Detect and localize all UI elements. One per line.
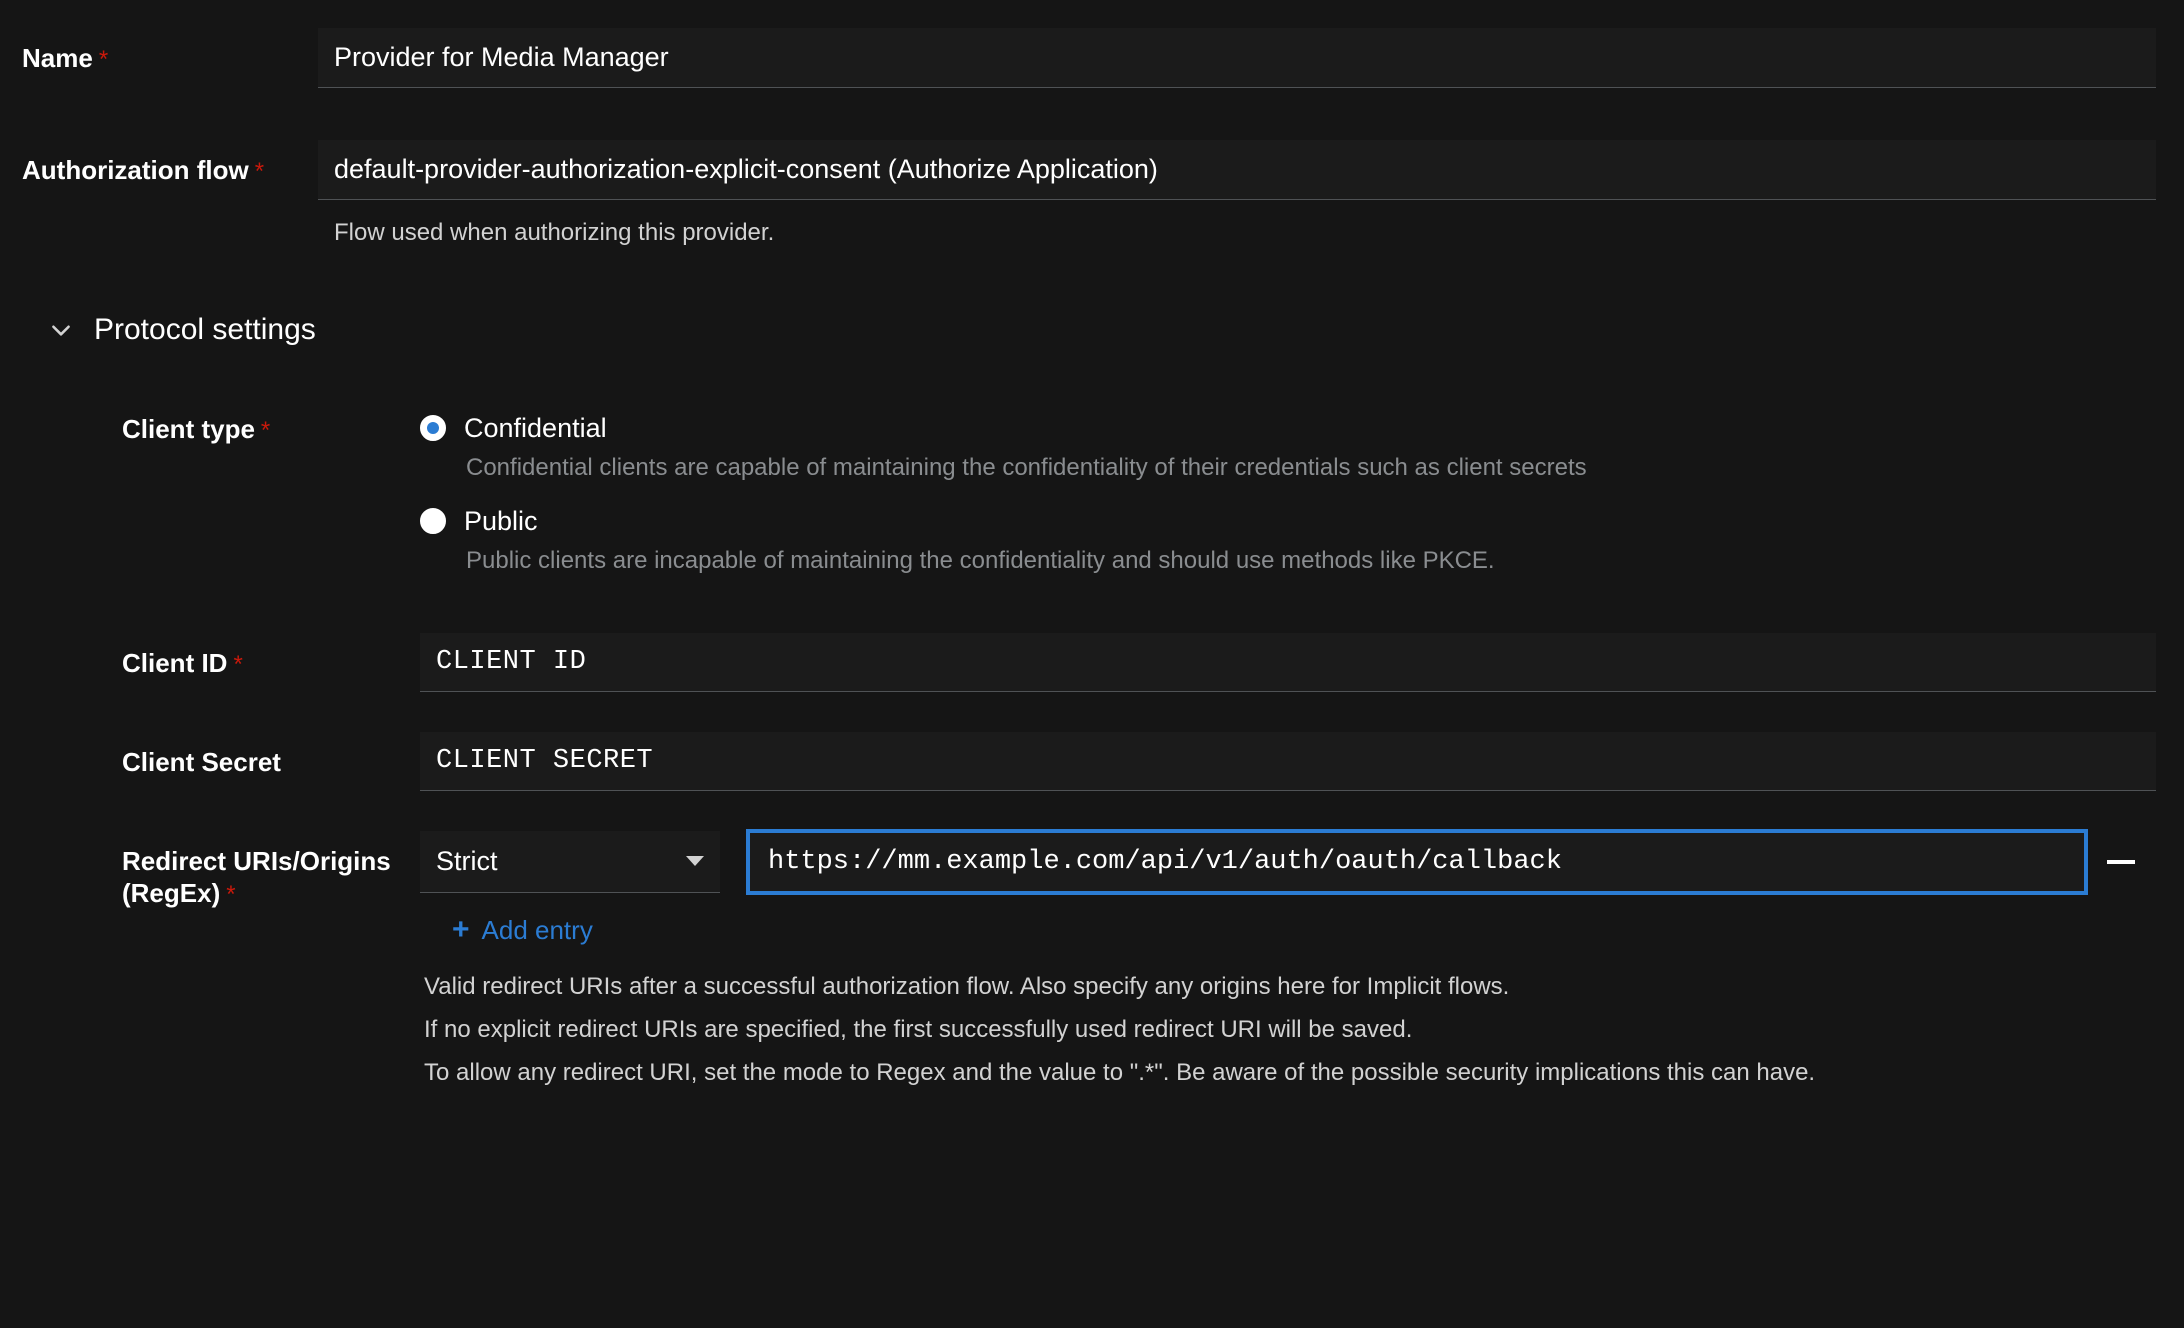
remove-redirect-uri-button[interactable] — [2086, 831, 2156, 893]
client-secret-label — [0, 732, 420, 779]
client-type-required-marker: * — [260, 416, 271, 444]
client-id-required-marker: * — [233, 650, 243, 678]
client-type-label-text: Client type — [122, 413, 255, 444]
authorization-flow-label-text: Authorization flow — [22, 155, 249, 185]
spacer — [0, 791, 2184, 831]
redirect-uris-help-line-2: If no explicit redirect URIs are specified, the first successfully used redirect URI will be saved. — [424, 1015, 1413, 1043]
redirect-uris-help-line-1: Valid redirect URIs after a successful authorization flow. Also specify any origins here for Implicit flows. — [424, 972, 1510, 1000]
protocol-settings-title: Protocol settings — [94, 312, 316, 346]
name-label-text: Name — [22, 43, 93, 73]
minus-icon — [2107, 860, 2135, 864]
spacer — [0, 88, 2184, 140]
redirect-uris-label-line2-wrap — [122, 877, 420, 910]
authorization-flow-required-marker: * — [254, 158, 265, 185]
add-entry-label: Add entry — [481, 914, 593, 945]
client-id-label-text: Client ID — [122, 647, 228, 678]
chevron-down-icon — [686, 856, 704, 866]
redirect-uris-required-marker: * — [226, 881, 236, 909]
name-label — [0, 28, 318, 75]
radio-option-public[interactable] — [420, 500, 2156, 537]
authorization-flow-label — [0, 140, 318, 187]
radio-public-label: Public — [464, 505, 538, 536]
client-secret-label-text: Client Secret — [122, 746, 281, 777]
field-row-authorization-flow — [0, 140, 2184, 251]
client-secret-input[interactable] — [420, 732, 2156, 791]
redirect-uri-mode-select[interactable] — [420, 831, 720, 893]
spacer — [0, 692, 2184, 732]
redirect-uris-help-line-3: To allow any redirect URI, set the mode to Regex and the value to ".*". Be aware of the possible security implications this can have. — [424, 1059, 1816, 1087]
client-id-input[interactable] — [420, 633, 2156, 692]
client-type-label — [0, 399, 420, 446]
radio-public-icon[interactable] — [420, 508, 446, 534]
field-row-name — [0, 28, 2184, 88]
field-row-redirect-uris — [0, 831, 2184, 1098]
field-row-client-secret — [0, 732, 2184, 791]
client-type-radio-group — [420, 399, 2156, 593]
field-row-client-id — [0, 633, 2184, 692]
radio-option-confidential[interactable] — [420, 407, 2156, 444]
field-row-client-type — [0, 399, 2184, 593]
authorization-flow-helper: Flow used when authorizing this provider. — [334, 219, 775, 246]
plus-icon: + — [452, 913, 470, 947]
spacer — [0, 347, 2184, 399]
client-id-label — [0, 633, 420, 680]
chevron-down-icon — [48, 317, 74, 343]
redirect-uris-label-line1: Redirect URIs/Origins — [122, 845, 391, 876]
add-entry-button[interactable] — [420, 893, 593, 946]
redirect-uris-help — [420, 946, 2156, 1098]
radio-confidential-label: Confidential — [464, 412, 607, 443]
redirect-uris-label-line2: (RegEx) — [122, 878, 221, 909]
authorization-flow-select[interactable] — [318, 140, 2156, 200]
redirect-uri-mode-value: Strict — [436, 845, 498, 876]
redirect-uri-entry-row — [420, 831, 2156, 893]
redirect-uri-input[interactable] — [748, 831, 2086, 893]
radio-confidential-description: Confidential clients are capable of maintaining the confidentiality of their credentials such as client secrets — [466, 453, 1587, 481]
spacer — [0, 593, 2184, 633]
radio-public-description: Public clients are incapable of maintaining the confidentiality and should use methods like PKCE. — [466, 546, 1495, 574]
radio-confidential-icon[interactable] — [420, 415, 446, 441]
name-required-marker: * — [98, 46, 109, 73]
name-input[interactable] — [318, 28, 2156, 88]
protocol-settings-section-toggle[interactable] — [0, 251, 2184, 347]
redirect-uris-label — [0, 831, 420, 911]
